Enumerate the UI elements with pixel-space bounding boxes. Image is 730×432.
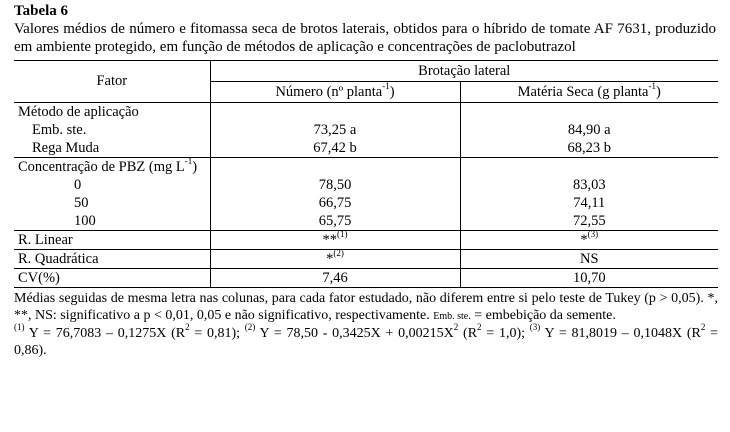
header-dry-close: ) <box>656 83 661 100</box>
row-number: 66,75 <box>210 194 460 212</box>
stats-linear-dry-sup: (3) <box>587 228 599 239</box>
eq2-end: = 1,0); <box>481 326 525 341</box>
header-number-close: ) <box>389 83 395 100</box>
regression-equations <box>14 322 718 359</box>
header-number-sup: -1 <box>382 80 390 91</box>
table-notes <box>14 290 718 325</box>
concentration-label-sup: -1 <box>184 155 193 166</box>
section-method-label: Método de aplicação <box>14 103 210 122</box>
row-number: 65,75 <box>210 212 460 231</box>
stats-linear-number-value: ** <box>322 231 337 248</box>
stats-cv-row <box>14 269 718 288</box>
concentration-label-close: ) <box>192 158 198 175</box>
table-title: Tabela 6 <box>14 3 69 19</box>
section-concentration-label <box>14 155 210 177</box>
eq2-x2-sup: 2 <box>453 322 459 333</box>
stats-quadratic-dry: NS <box>460 250 718 269</box>
eq2-mark: (2) <box>244 322 256 333</box>
eq1-r2-sup: 2 <box>185 322 190 333</box>
row-factor: 50 <box>14 194 210 212</box>
eq3-r2-sup: 2 <box>700 322 706 333</box>
header-row-group <box>14 61 718 82</box>
stats-linear-number-sup: (1) <box>337 228 348 239</box>
eq3-text: Y = 81,8019 – 0,1048X (R <box>544 326 701 341</box>
header-group: Brotação lateral <box>210 61 718 82</box>
stats-cv-number: 7,46 <box>210 269 460 288</box>
stats-linear-row <box>14 231 718 250</box>
header-factor: Fator <box>14 61 210 103</box>
stats-linear-label: R. Linear <box>14 231 210 250</box>
eq1-end: = 0,81); <box>189 326 241 341</box>
header-number <box>210 82 460 103</box>
table-row <box>14 212 718 231</box>
row-factor: 0 <box>14 176 210 194</box>
stats-cv-label: CV(%) <box>14 269 210 288</box>
stats-quadratic-row <box>14 250 718 269</box>
concentration-label-text: Concentração de PBZ (mg L <box>18 158 185 175</box>
table-row <box>14 176 718 194</box>
row-factor: Rega Muda <box>14 139 210 158</box>
section-concentration-empty-number <box>210 158 460 177</box>
row-dry: 84,90 a <box>567 121 611 138</box>
table-caption: Valores médios de número e fitomassa seca de brotos laterais, obtidos para o híbrido de tomate AF 7631, produzido em ambiente protegido, em função de métodos de aplicação e concentrações de paclobutrazol <box>14 21 716 55</box>
row-factor: 100 <box>14 212 210 231</box>
row-number: 67,42 b <box>210 139 460 158</box>
eq1-text: Y = 76,7083 – 0,1275X (R <box>28 326 186 341</box>
eq3-end: = 0,86). <box>14 326 718 358</box>
row-dry: 74,11 <box>573 194 606 211</box>
stats-linear-dry-value: * <box>580 231 588 248</box>
eq2-text: Y = 78,50 - 0,3425X + 0,00215X <box>259 326 454 341</box>
eq3-mark: (3) <box>529 322 541 333</box>
data-table <box>14 60 718 288</box>
section-concentration-row <box>14 158 718 177</box>
row-factor: Emb. ste. <box>14 121 210 139</box>
stats-quadratic-number <box>210 247 460 269</box>
eq2-mid: (R <box>458 326 478 341</box>
header-dry-label: Matéria Seca (g planta <box>517 83 649 100</box>
header-dry <box>460 82 718 103</box>
stats-linear-dry <box>460 228 718 250</box>
notes-abbrev-def: = embebição da semente. <box>474 308 616 323</box>
stats-quadratic-number-sup: (2) <box>333 247 344 258</box>
notes-text: Médias seguidas de mesma letra nas colunas, para cada fator estudado, não diferem entre si pelo teste de Tukey (p > 0,05). *, **, NS: significativo a p < 0,01, 0,05 e não significativo, respectivamente. <box>14 291 718 323</box>
row-number: 73,25 a <box>210 121 460 139</box>
header-dry-sup: -1 <box>648 80 656 91</box>
section-concentration-empty-dry <box>460 158 718 177</box>
eq2-r2-sup: 2 <box>477 322 482 333</box>
row-dry: 72,55 <box>572 212 606 229</box>
notes-abbrev: Emb. ste. <box>433 311 471 322</box>
row-dry: 83,03 <box>572 176 606 193</box>
stats-cv-dry: 10,70 <box>460 269 718 288</box>
stats-linear-number <box>210 228 460 250</box>
stats-quadratic-label: R. Quadrática <box>14 250 210 269</box>
section-method-row <box>14 103 718 122</box>
header-number-label: Número (nº planta <box>275 83 383 100</box>
table-row <box>14 139 718 158</box>
eq1-mark: (1) <box>14 322 25 333</box>
table-row <box>14 194 718 212</box>
table-row <box>14 121 718 139</box>
row-dry: 68,23 b <box>567 139 611 156</box>
row-number: 78,50 <box>210 176 460 194</box>
stats-quadratic-number-value: * <box>326 250 334 267</box>
section-method-empty-dry <box>460 103 718 122</box>
section-method-empty-number <box>210 103 460 122</box>
